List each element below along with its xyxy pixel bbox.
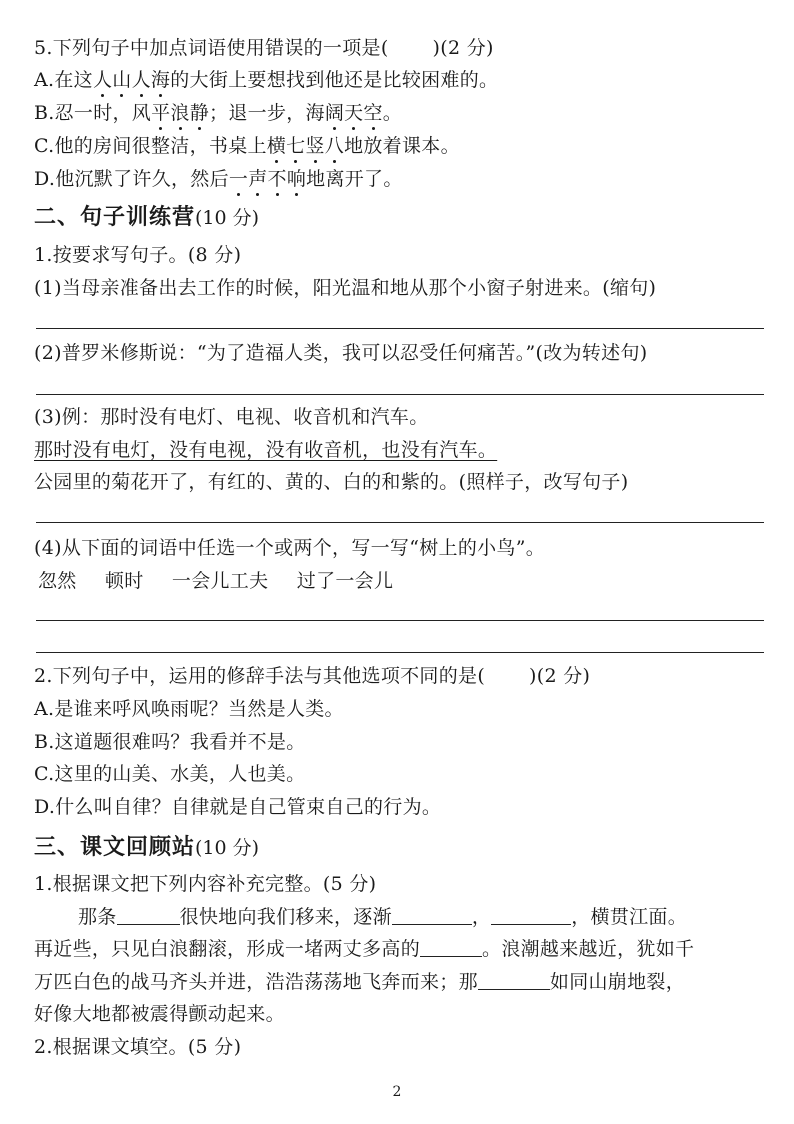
- s4-word-list: [38, 569, 764, 593]
- s3-model: 那时没有电灯，没有电视，没有收音机，也没有汽车。: [34, 439, 498, 461]
- answer-line-3[interactable]: [36, 522, 764, 523]
- answer-line-2[interactable]: [36, 394, 764, 395]
- section3-q2-title: 2.根据课文填空。(5 分): [34, 1036, 242, 1058]
- q2-option-b: B.这道题很难吗？我看并不是。: [34, 731, 306, 753]
- section2-heading: 二、句子训练营(10 分): [34, 205, 260, 230]
- fill-blank-3[interactable]: [491, 906, 571, 925]
- q5-stem: 5.下列句子中加点词语使用错误的一项是( )(2 分): [34, 37, 494, 59]
- s3-task: 公园里的菊花开了，有红的、黄的、白的和紫的。(照样子，改写句子): [34, 471, 629, 493]
- passage-line-1: 那条 很快地向我们移来，逐渐 ， ，横贯江面。: [78, 906, 688, 928]
- word-option: 一会儿工夫: [171, 570, 269, 592]
- passage-line-4: 好像大地都被震得颤动起来。: [34, 1003, 285, 1025]
- word-option: 顿时: [104, 570, 144, 592]
- section3-heading: 三、课文回顾站(10 分): [34, 835, 260, 860]
- fill-blank-1[interactable]: [117, 906, 180, 925]
- answer-line-1[interactable]: [36, 328, 764, 329]
- passage-line-2: 再近些，只见白浪翻滚，形成一堵两丈多高的 。浪潮越来越近，犹如千: [34, 938, 695, 960]
- fill-blank-4[interactable]: [420, 938, 482, 957]
- q5-option-c: C.他的房间很整洁，书桌上横七竖八地放着课本。: [34, 135, 460, 157]
- page-number: 2: [392, 1084, 402, 1100]
- word-option: 过了一会儿: [296, 570, 394, 592]
- s3-example: (3)例：那时没有电灯、电视、收音机和汽车。: [34, 406, 429, 428]
- q5-option-a: A.在这人山人海的大街上要想找到他还是比较困难的。: [34, 69, 499, 91]
- answer-line-4a[interactable]: [36, 620, 764, 621]
- answer-line-4b[interactable]: [36, 652, 764, 653]
- fill-blank-2[interactable]: [392, 906, 472, 925]
- q2-option-c: C.这里的山美、水美，人也美。: [34, 763, 306, 785]
- passage-line-3: 万匹白色的战马齐头并进，浩浩荡荡地飞奔而来；那 如同山崩地裂，: [34, 971, 686, 993]
- section3-q1-title: 1.根据课文把下列内容补充完整。(5 分): [34, 873, 377, 895]
- s4-prompt: (4)从下面的词语中任选一个或两个，写一写“树上的小鸟”。: [34, 537, 546, 559]
- word-option: 忽然: [38, 570, 77, 592]
- q2-stem: 2.下列句子中，运用的修辞手法与其他选项不同的是( )(2 分): [34, 665, 591, 687]
- s1-prompt: (1)当母亲准备出去工作的时候，阳光温和地从那个小窗子射进来。(缩句): [34, 277, 657, 299]
- q5-option-b: B.忍一时，风平浪静；退一步，海阔天空。: [34, 102, 403, 124]
- q2-option-d: D.什么叫自律？自律就是自己管束自己的行为。: [34, 796, 442, 818]
- q2-option-a: A.是谁来呼风唤雨呢？当然是人类。: [34, 698, 344, 720]
- section2-q1-title: 1.按要求写句子。(8 分): [34, 244, 242, 266]
- s2-prompt: (2)普罗米修斯说：“为了造福人类，我可以忍受任何痛苦。”(改为转述句): [34, 342, 648, 364]
- q5-option-d: D.他沉默了许久，然后一声不响地离开了。: [34, 168, 403, 190]
- fill-blank-5[interactable]: [478, 971, 550, 990]
